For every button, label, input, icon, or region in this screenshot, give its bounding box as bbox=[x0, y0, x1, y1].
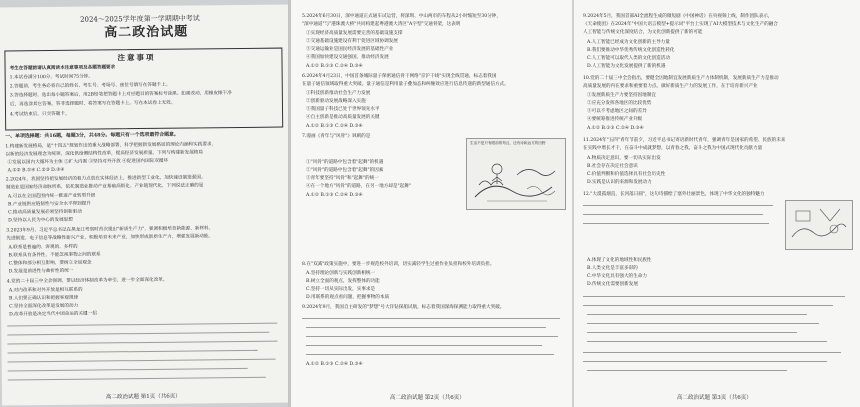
text-block bbox=[587, 323, 819, 324]
body-line: ④在一个地方"风骨"的道路，在另一地方却是"起舞" bbox=[306, 184, 411, 189]
body-line: 制造业是国家经济命脉所系，依托制造业推动产业基础高级化、产业链现代化，下列说法正确的是 bbox=[5, 183, 204, 191]
body-line: A.①② B.①③ C.②④ D.③④ bbox=[587, 126, 644, 131]
cartoon-figure bbox=[466, 138, 566, 210]
body-line: ①发展新质生产力要坚持因地制宜 bbox=[587, 93, 656, 98]
exam-page-2 bbox=[290, 0, 573, 407]
body-line: 12."大漠孤烟直，长河落日圆"，这句诗描绘了塞外壮丽景色，体现了中华文化的独特魅力 bbox=[583, 192, 765, 197]
body-line: 人工智能与传统文化深度结合，为文化创新提供了新的可能 bbox=[583, 30, 703, 35]
text-block bbox=[8, 359, 276, 363]
body-line: A.①② B.①④ C.②③ D.③④ bbox=[7, 167, 65, 174]
body-line: A.联系是普遍的、客观的、多样的 bbox=[8, 244, 78, 251]
text-block bbox=[7, 341, 277, 345]
body-line: 8.在"双减"政策实施中，要进一步规范校外培训，切实减轻学生过重作业负担和校外培训负担。 bbox=[302, 262, 495, 267]
body-line: 先进制造、电子信息等战略性新兴产业，积极培育未来产业，加快形成新质生产力，增强发展新动能。 bbox=[6, 234, 214, 242]
body-line: A.①② B.①③ C.②④ D.③④ bbox=[306, 193, 363, 198]
body-line: C.推动高质量发展必须坚持创新驱动 bbox=[8, 209, 82, 216]
body-line: A.体现了文化的地域性和民族性 bbox=[587, 258, 652, 263]
body-line: A.人工智能已经成为文化创新的主导力量 bbox=[587, 40, 670, 45]
body-line: 4.党的二十届三中全会强调，要以经济体制改革为牵引，进一步全面深化改革。 bbox=[6, 277, 168, 285]
exam-page-1 bbox=[0, 4, 292, 405]
text-block bbox=[587, 341, 827, 342]
text-block bbox=[7, 323, 277, 327]
notice-box bbox=[4, 48, 283, 131]
body-line: A.①② B.①③ C.②④ D.③④ bbox=[306, 124, 363, 129]
body-line: ④我国加快建设交通强国，推动经济发展 bbox=[306, 55, 389, 60]
body-line: ②"风骨"的道路中包含着"起舞"的因素 bbox=[306, 168, 384, 173]
body-line: ④自主创新是推动高质量发展的关键 bbox=[306, 115, 380, 120]
body-line: A.坚持理论创新与实践创新相统一 bbox=[306, 271, 376, 276]
notice-title: 注意事项 bbox=[117, 52, 156, 63]
body-line: 7.漫画《青年与"风骨"》讽刺的是 bbox=[302, 134, 371, 139]
text-block bbox=[583, 352, 841, 353]
body-line: ①发展以国内大循环为主体 ②扩大内需 ③坚持对外开放 ④促进国内国际双循环 bbox=[7, 158, 169, 166]
notice-line: 3.答选择题时，选出每小题答案后，用2B铅笔把答题卡上对应题目的答案标号涂黑。如需改动，用橡皮擦干净 bbox=[9, 91, 232, 99]
body-line: B.产业链供应链韧性与安全水平得到提升 bbox=[7, 201, 91, 208]
page-footer: 高二政治试题 第1页（共6页） bbox=[105, 393, 181, 401]
body-line: C.价值判断和价值选择具有社会历史性 bbox=[587, 172, 666, 177]
text-block bbox=[306, 336, 558, 337]
text-block bbox=[583, 305, 833, 306]
body-line: 9.2024年5月，我国首部AI全流程生成的微短剧《中国神话》在央视频上线，制作团队表示， bbox=[583, 14, 773, 19]
body-line: B.人们要正确认识和把握客观规律 bbox=[8, 295, 79, 302]
text-block bbox=[583, 223, 769, 224]
body-line: B.联系具有条件性，不能忽视事物之间的联系 bbox=[8, 252, 101, 259]
notice-line: 后，再选涂其它答案。答非选择题时，将答案写在答题卡上。写在本试卷上无效。 bbox=[9, 100, 176, 108]
body-line: A.可以在全国范围内统一推进产业转型升级 bbox=[7, 193, 96, 200]
body-line: ④要统筹推进传统产业升级 bbox=[587, 117, 643, 122]
body-line: A.对内改革和对外开放是相互联系的 bbox=[8, 287, 83, 294]
illustration-drawing bbox=[786, 201, 852, 249]
page-footer: 高二政治试题 第2页（共6页） bbox=[390, 395, 465, 401]
text-block bbox=[7, 332, 269, 336]
body-line: 5.2024年6月30日，深中通道正式通车试运营，将深圳、中山两市的车程从2小时缩短至30分钟， bbox=[302, 14, 501, 19]
body-line: 9.2024年9月，我国自主研发的"梦想"号大洋钻探船试航，标志着我国深海探测能力取得重大突破。 bbox=[302, 305, 505, 310]
body-line: C.坚持一切从实际出发，实事求是 bbox=[306, 287, 376, 292]
notice-line: 1.本试卷满分100分，考试时间75分钟。 bbox=[9, 74, 93, 81]
page-footer: 高二政治试题 第3页（共6页） bbox=[677, 395, 752, 401]
exam-title: 高二政治试题 bbox=[104, 24, 189, 41]
body-line: C.人工智能可以取代人类的文化创造活动 bbox=[587, 56, 670, 61]
body-line: 2.2024年，我国坚持把发展经济的着力点放在实体经济上，推进新型工业化，加快建设制造强国。 bbox=[5, 175, 206, 183]
notice-line: 考生在答题前请认真阅读本注意事项及各题答题要求 bbox=[9, 65, 116, 72]
body-line: D.用联系的观点看问题，把握事物的本质 bbox=[306, 295, 390, 300]
body-line: ③青年要坚持"风骨"和"起舞"的统一 bbox=[306, 176, 379, 181]
body-line: 11.2024年"五四"青年节前夕，习近平总书记寄语新时代青年，强调青年是国家的希望、民族的未来 bbox=[583, 138, 786, 143]
body-line: 《天命使团》在2024年"中国大语言模型+提示词"平台上实现了AI大模型技术与文化生产的融合 bbox=[583, 22, 778, 27]
text-block bbox=[8, 368, 248, 372]
body-line: ③我国量子科技已处于世界领先水平 bbox=[306, 107, 380, 112]
body-line: ①科技创新推动社会生产力发展 bbox=[306, 91, 371, 96]
body-line: 高质量发展的内在要求和重要着力点。做好新质生产力的发展工作，在于培育新兴产业 bbox=[583, 84, 758, 89]
body-line: ②创新驱动发展战略深入实施 bbox=[306, 99, 366, 104]
text-block bbox=[587, 332, 797, 333]
body-line: 以新的经济发展理念为统领，深化供给侧结构性改革，提高经济发展质量。下列与构建新发展格局 bbox=[5, 150, 204, 158]
body-line: ①实现经济高质量发展需要完善的基础设施支撑 bbox=[306, 31, 403, 36]
body-line: C.坚持全面深化改革是发展的动力 bbox=[9, 303, 79, 310]
text-block bbox=[306, 327, 546, 328]
body-line: D.坚持以人民为中心的发展思想 bbox=[8, 217, 73, 224]
section-header: 一、单项选择题：共16题，每题3分，共48分。每题只有一个选项最符合题意。 bbox=[5, 131, 179, 140]
text-block bbox=[306, 345, 542, 346]
body-line: D.实践是认识的来源和发展动力 bbox=[587, 180, 652, 185]
body-line: ①"风骨"的道路中包含着"起舞"的机遇 bbox=[306, 160, 384, 165]
body-line: ②应充分发挥各地区的比较优势 bbox=[587, 101, 652, 106]
text-block bbox=[583, 296, 845, 297]
body-line: D.改革开放是决定当代中国命运的关键一招 bbox=[9, 311, 97, 318]
page-gutter bbox=[288, 0, 291, 407]
body-line: 10.党的二十届三中全会指出，要健全因地制宜发展新质生产力体制机制，发展新质生产力是推动 bbox=[583, 76, 779, 81]
notice-line: 2.答题前，考生务必将自己的姓名、考生号、考场号、座位号填写在答题卡上。 bbox=[9, 82, 171, 90]
text-block bbox=[583, 361, 827, 362]
body-line: ③交通运输业是国民经济发展的基础性产业 bbox=[306, 47, 394, 52]
body-line: 6.2024年4月23日，中国首条城际量子保密通信骨干网络"京沪干线"实现全线贯通，标志着我国 bbox=[302, 74, 497, 79]
body-line: D.人工智能为文化发展提供了新的机遇 bbox=[587, 64, 666, 69]
body-line: 在实践中增长才干，在奋斗中成就梦想，以青春之我、奋斗之我为中国式现代化贡献力量 bbox=[583, 146, 763, 151]
body-line: A.①② B.①③ C.②④ D.③④ bbox=[306, 64, 363, 69]
text-block bbox=[583, 205, 773, 206]
body-line: B.树立全面的观点，发挥整体的功能 bbox=[306, 279, 380, 284]
body-line: 在量子通信领域取得重大突破。量子通信是利用量子叠加态和纠缠效应进行信息传递的新型通信方式。 bbox=[302, 82, 509, 87]
body-line: ②交通基础设施建设有利于促进区域协调发展 bbox=[306, 39, 398, 44]
exam-header: 2024～2025学年度第一学期期中考试 bbox=[80, 14, 200, 24]
cartoon-caption: 生活不是只有眼前的苟且，还有诗和远方的田野 bbox=[470, 141, 546, 145]
body-line: C.整体和部分相互影响，要树立全局观念 bbox=[8, 260, 92, 267]
body-line: C.中华文化具有强大的生命力 bbox=[587, 274, 647, 279]
text-block bbox=[583, 214, 763, 215]
body-line: B.我们要推动中华优秀传统文化创造性转化 bbox=[587, 48, 675, 53]
body-line: A.①② B.①③ C.②④ D.③④ bbox=[306, 362, 363, 367]
page-gutter bbox=[572, 0, 574, 407]
body-line: B.人类文化是丰富多彩的 bbox=[587, 266, 638, 271]
body-line: "深中通道"与"港珠澳大桥"共同构建起粤港澳大湾区"A字型"交通骨架，这表明 bbox=[302, 22, 461, 27]
text-block bbox=[587, 370, 787, 371]
text-block bbox=[302, 318, 560, 319]
cartoon-illustration bbox=[467, 139, 565, 209]
body-line: D.传统文化需要创新发展 bbox=[587, 282, 638, 287]
text-block bbox=[8, 377, 266, 381]
illustration-figure bbox=[785, 200, 853, 250]
body-line: 3.2023年9月，习近平总书记在黑龙江考察时首次提出"新质生产力"，强调积极培育新能源、新材料、 bbox=[6, 226, 214, 234]
body-line: A.物质决定意识，要一切从实际出发 bbox=[587, 156, 661, 161]
exam-page-3 bbox=[573, 0, 860, 407]
text-block bbox=[587, 314, 807, 315]
notice-line: 4.考试结束后，只交答题卡。 bbox=[10, 111, 70, 118]
text-block bbox=[8, 350, 258, 354]
body-line: ③可以不考虑地区之间的差异 bbox=[587, 109, 647, 114]
body-line: D.发展是前进性与曲折性的统一 bbox=[8, 268, 74, 275]
text-block bbox=[306, 354, 554, 355]
body-line: B.社会存在决定社会意识 bbox=[587, 164, 638, 169]
body-line: 1.构建新发展格局，是"十四五"规划作出的重大战略部署，科学把握新发展格局的理论内涵和实践要求， bbox=[5, 142, 217, 150]
